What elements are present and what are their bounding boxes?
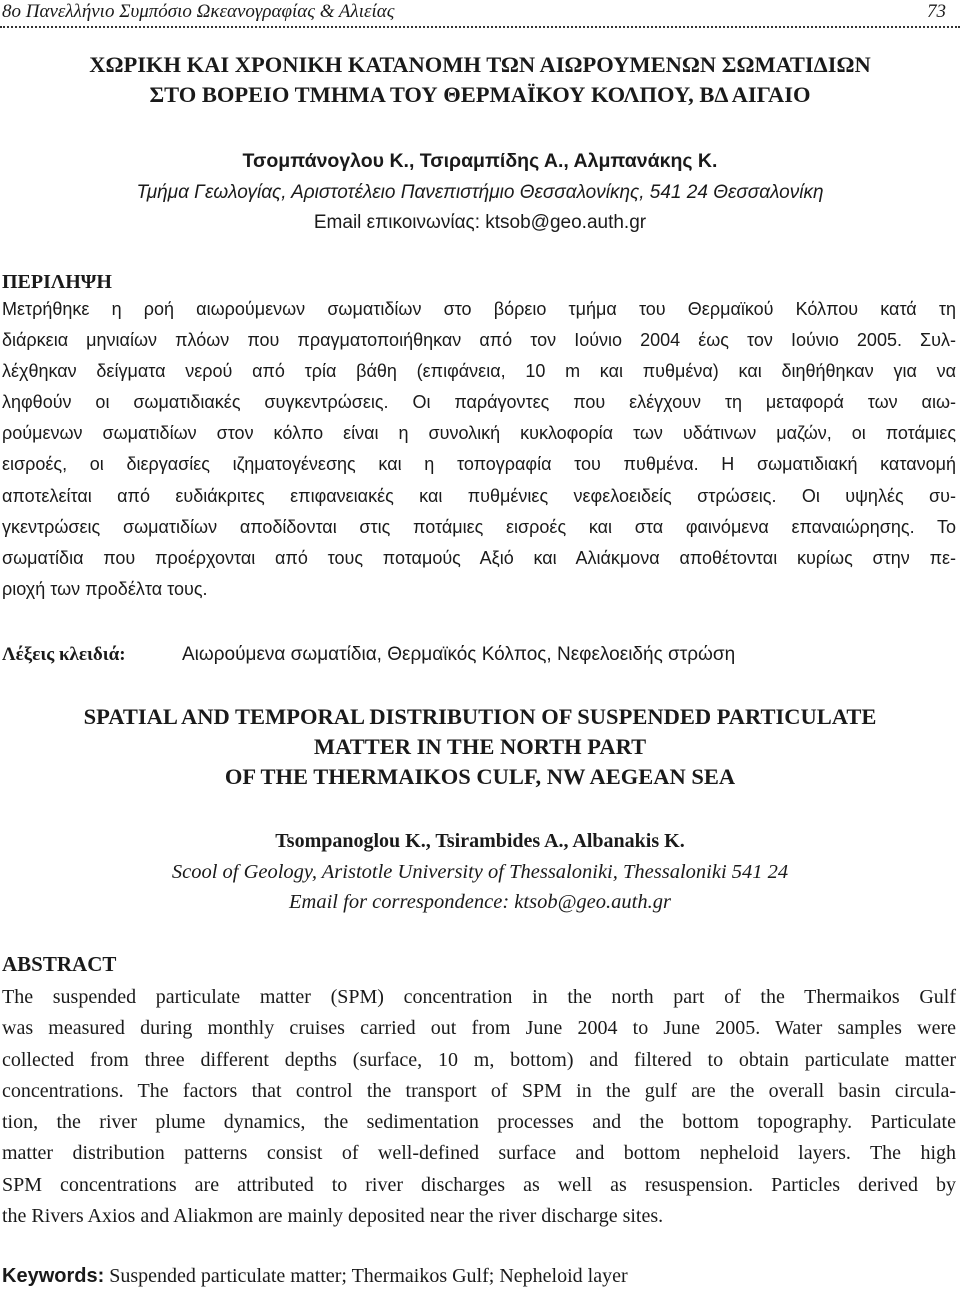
- abstract-line: the Rivers Axios and Aliakmon are mainly deposited near the river discharge sites.: [2, 1205, 664, 1228]
- abstract-line: ριοχή των προδέλτα τους.: [2, 578, 208, 599]
- english-keywords-text: Suspended particulate matter; Thermaikos Gulf; Nepheloid layer: [109, 1265, 628, 1287]
- abstract-line: matter distribution patterns consist of well-defined surface and bottom nepheloid layers. The high: [2, 1142, 956, 1165]
- english-title-line: MATTER IN THE NORTH PART: [313, 734, 647, 759]
- english-title: [0, 702, 960, 792]
- english-abstract-heading: ABSTRACT: [2, 952, 117, 976]
- abstract-line: σωματίδια που προέρχονται από τους ποταμούς Αξιό και Αλιάκμονα αποθέτονται κυρίως στην πε-: [2, 547, 956, 568]
- greek-affiliation: Τμήμα Γεωλογίας, Αριστοτέλειο Πανεπιστήμιο Θεσσαλονίκης, 541 24 Θεσσαλονίκη: [136, 182, 824, 203]
- greek-affiliation-block: [0, 178, 960, 238]
- english-keywords: [2, 1262, 956, 1290]
- abstract-line: αποτελείται από ευδιάκριτες επιφανειακές και πυθμένιες νεφελοειδείς στρώσεις. Οι υψηλές συ-: [2, 485, 956, 506]
- greek-title: [0, 50, 960, 110]
- greek-abstract-heading: ΠΕΡΙΛΗΨΗ: [2, 271, 112, 293]
- abstract-line: collected from three different depths (surface, 10 m, bottom) and filtered to obtain particulate matter: [2, 1048, 956, 1071]
- greek-keywords: [2, 640, 956, 670]
- greek-keywords-text: Αιωρούμενα σωματίδια, Θερμαϊκός Κόλπος, Νεφελοειδής στρώση: [182, 644, 736, 665]
- greek-title-line: ΣΤΟ ΒΟΡΕΙΟ ΤΜΗΜΑ ΤΟΥ ΘΕΡΜΑΪΚΟΥ ΚΟΛΠΟΥ, ΒΔ ΑΙΓΑΙΟ: [149, 82, 811, 107]
- abstract-line: was measured during monthly cruises carried out from June 2004 to June 2005. Water samples were: [2, 1017, 956, 1040]
- english-abstract: [2, 982, 956, 1232]
- abstract-line: γκεντρώσεις σωματιδίων αποδίδονται στις ποτάμιες εισροές και στα φαινόμενα επαναιώρησης. Το: [2, 516, 956, 537]
- greek-keywords-label: Λέξεις κλειδιά:: [2, 644, 126, 665]
- english-affiliation: Scool of Geology, Aristotle University of Thessaloniki, Thessaloniki 541 24: [171, 861, 789, 883]
- page-number: 73: [927, 1, 946, 22]
- abstract-line: Μετρήθηκε η ροή αιωρούμενων σωματιδίων στο βόρειο τμήμα του Θερμαϊκού Κόλπου κατά τη: [2, 299, 956, 319]
- abstract-line: διάρκεια μηνιαίων πλόων που πραγματοποιήθηκαν από τον Ιούνιο 2004 έως τον Ιούνιο 2005. Συλ-: [2, 330, 956, 351]
- abstract-line: ληφθούν οι σωματιδιακές συγκεντρώσεις. Οι παράγοντες που ελέγχουν τη μεταφορά των αιω-: [2, 392, 956, 413]
- abstract-line: ρούμενων σωματιδίων στον κόλπο είναι η συνολική κυκλοφορία των υδάτινων μαζών, οι ποτάμιες: [2, 423, 956, 444]
- abstract-line: tion, the river plume dynamics, the sedimentation processes and the bottom topography. Particulate: [2, 1111, 956, 1134]
- english-title-line: SPATIAL AND TEMPORAL DISTRIBUTION OF SUSPENDED PARTICULATE: [83, 704, 877, 729]
- abstract-line: εισροές, οι διεργασίες ιζηματογένεσης και η τοπογραφία του πυθμένα. Η σωματιδιακή κατανομή: [2, 454, 956, 475]
- abstract-line: SPM concentrations are attributed to river discharges as well as resuspension. Particles derived by: [2, 1173, 956, 1196]
- english-keywords-label: Keywords:: [2, 1265, 105, 1287]
- running-header: [2, 0, 946, 26]
- greek-email: Email επικοινωνίας: ktsob@geo.auth.gr: [313, 212, 647, 233]
- english-authors: Tsompanoglou K., Tsirambides A., Albanakis K.: [275, 830, 685, 852]
- english-title-line: OF THE THERMAIKOS CULF, NW AEGEAN SEA: [224, 764, 736, 789]
- abstract-line: concentrations. The factors that control the transport of SPM in the gulf are the overall basin circula-: [2, 1079, 956, 1102]
- greek-authors: Τσομπάνογλου Κ., Τσιραμπίδης Α., Αλμπανάκης Κ.: [242, 150, 718, 172]
- english-affiliation-block: [0, 857, 960, 917]
- english-email: Email for correspondence: ktsob@geo.auth.gr: [289, 891, 671, 913]
- conference-name: 8ο Πανελλήνιο Συμπόσιο Ωκεανογραφίας & Αλιείας: [2, 1, 395, 22]
- abstract-line: λέχθηκαν δείγματα νερού από τρία βάθη (επιφάνεια, 10 m και πυθμένα) και διηθήθηκαν για να: [2, 361, 956, 382]
- greek-title-line: ΧΩΡΙΚΗ ΚΑΙ ΧΡΟΝΙΚΗ ΚΑΤΑΝΟΜΗ ΤΩΝ ΑΙΩΡΟΥΜΕΝΩΝ ΣΩΜΑΤΙΔΙΩΝ: [89, 52, 871, 77]
- header-divider: [0, 26, 960, 28]
- abstract-line: The suspended particulate matter (SPM) concentration in the north part of the Thermaikos Gulf: [2, 986, 956, 1008]
- greek-abstract: [2, 294, 956, 605]
